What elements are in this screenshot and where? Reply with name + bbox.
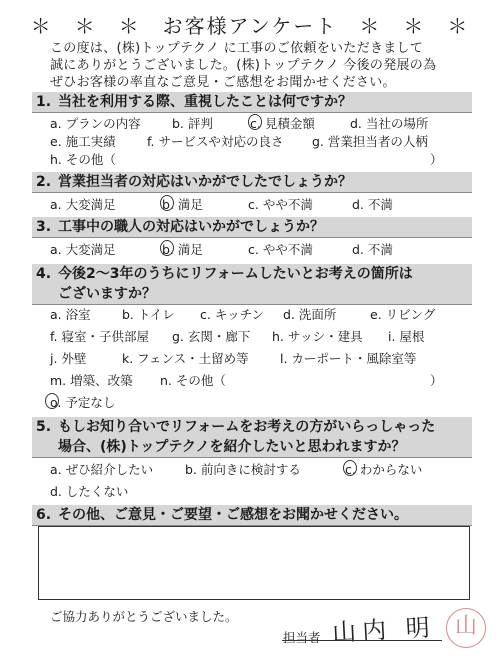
question-6-number: 6. — [36, 507, 52, 523]
survey-title: ＊ ＊ ＊ お客様アンケート ＊ ＊ ＊ — [30, 14, 470, 38]
q4-option-k[interactable]: k. フェンス・土留め等 — [122, 351, 249, 366]
q3-option-a[interactable]: a. 大変満足 — [50, 242, 116, 257]
question-4-header — [32, 264, 472, 305]
question-6-text: その他、ご意見・ご要望・ご感想をお聞かせください。 — [58, 507, 408, 523]
q4-option-j[interactable]: j. 外壁 — [50, 351, 87, 366]
q5-option-b[interactable]: b. 前向きに検討する — [185, 462, 301, 477]
q1-option-e[interactable]: e. 施工実績 — [50, 134, 116, 149]
q3-option-c[interactable]: c. やや不満 — [248, 242, 313, 257]
thanks-text: ご協力ありがとうございました。 — [50, 609, 238, 624]
intro-line-2: 誠にありがとうございました。(株)トップテクノ 今後の発展の為 — [50, 58, 437, 73]
question-6-header — [32, 505, 472, 526]
signature-line — [282, 640, 442, 641]
question-5-text-line-2: 場合、(株)トップテクノを紹介したいと思われますか？ — [58, 439, 406, 455]
q3-answer-circle — [160, 240, 174, 256]
question-4-text-line-2: ございますか？ — [58, 286, 156, 302]
question-5-number: 5. — [36, 419, 52, 435]
question-1-text: 当社を利用する際、重視したことは何ですか？ — [58, 94, 352, 110]
question-4-text-line-1: 今後2〜3年のうちにリフォームしたいとお考えの箇所は — [58, 266, 413, 282]
hanko-stamp: 山 — [446, 608, 486, 648]
q5-option-c[interactable]: c. わからない — [345, 462, 423, 477]
q2-option-d[interactable]: d. 不満 — [352, 197, 393, 212]
q1-option-f[interactable]: f. サービスや対応の良さ — [147, 134, 284, 149]
q3-option-b[interactable]: b. 満足 — [162, 242, 203, 257]
question-1-number: 1. — [36, 94, 52, 110]
q1-option-b[interactable]: b. 評判 — [172, 116, 213, 131]
question-3-number: 3. — [36, 219, 52, 235]
q1-option-h[interactable]: h. その他（ — [50, 152, 116, 167]
intro-line-1: この度は、(株)トップテクノ に工事のご依頼をいただきまして — [50, 41, 424, 56]
q4-option-i[interactable]: i. 屋根 — [388, 329, 425, 344]
question-4-number: 4. — [36, 266, 52, 282]
staff-label: 担当者 — [283, 630, 321, 645]
q4-option-c[interactable]: c. キッチン — [200, 307, 264, 322]
q1-option-d[interactable]: d. 当社の場所 — [350, 116, 429, 131]
q5-answer-circle — [343, 460, 357, 476]
q1-answer-circle — [248, 114, 262, 130]
intro-text — [50, 40, 480, 91]
question-5-header — [32, 417, 472, 458]
q2-option-a[interactable]: a. 大変満足 — [50, 197, 116, 212]
q4-option-f[interactable]: f. 寝室・子供部屋 — [50, 329, 149, 344]
q2-option-c[interactable]: c. やや不満 — [248, 197, 313, 212]
q5-option-d[interactable]: d. したくない — [50, 484, 129, 499]
staff-signature: 山内 明 — [331, 613, 437, 647]
q4-option-d[interactable]: d. 洗面所 — [283, 307, 337, 322]
q2-option-b[interactable]: b. 満足 — [162, 197, 203, 212]
q4-option-a[interactable]: a. 浴室 — [50, 307, 91, 322]
q4-option-m[interactable]: m. 増築、改築 — [50, 373, 133, 388]
q1-option-h-close: ） — [430, 152, 443, 167]
q4-option-b[interactable]: b. トイレ — [122, 307, 175, 322]
comments-box[interactable] — [38, 526, 470, 600]
question-2-number: 2. — [36, 174, 52, 190]
q1-option-a[interactable]: a. プランの内容 — [50, 116, 141, 131]
q3-option-d[interactable]: d. 不満 — [352, 242, 393, 257]
question-3-header — [32, 217, 472, 238]
q2-answer-circle — [160, 195, 174, 211]
q4-option-l[interactable]: l. カーポート・風除室等 — [280, 351, 417, 366]
question-5-text-line-1: もしお知り合いでリフォームをお考えの方がいらっしゃった — [58, 419, 436, 435]
q4-option-n[interactable]: n. その他（ — [160, 373, 226, 388]
q1-option-c[interactable]: c. 見積金額 — [250, 116, 315, 131]
question-2-header — [32, 172, 472, 193]
q5-option-a[interactable]: a. ぜひ紹介したい — [50, 462, 154, 477]
q4-option-o[interactable]: o. 予定なし — [50, 395, 116, 410]
q4-option-h[interactable]: h. サッシ・建具 — [272, 329, 363, 344]
question-3-text: 工事中の職人の対応はいかがでしょうか？ — [58, 219, 324, 235]
q4-option-g[interactable]: g. 玄関・廊下 — [172, 329, 251, 344]
intro-line-3: ぜひお客様の率直なご意見・ご感想をお聞かせください。 — [50, 75, 396, 90]
question-2-text: 営業担当者の対応はいかがでしたでしょうか？ — [58, 174, 352, 190]
q4-option-e[interactable]: e. リビング — [370, 307, 436, 322]
q4-answer-circle — [45, 393, 59, 409]
question-1-header — [32, 92, 472, 113]
q1-option-g[interactable]: g. 営業担当者の人柄 — [312, 134, 428, 149]
q4-option-n-close: ） — [430, 373, 443, 388]
